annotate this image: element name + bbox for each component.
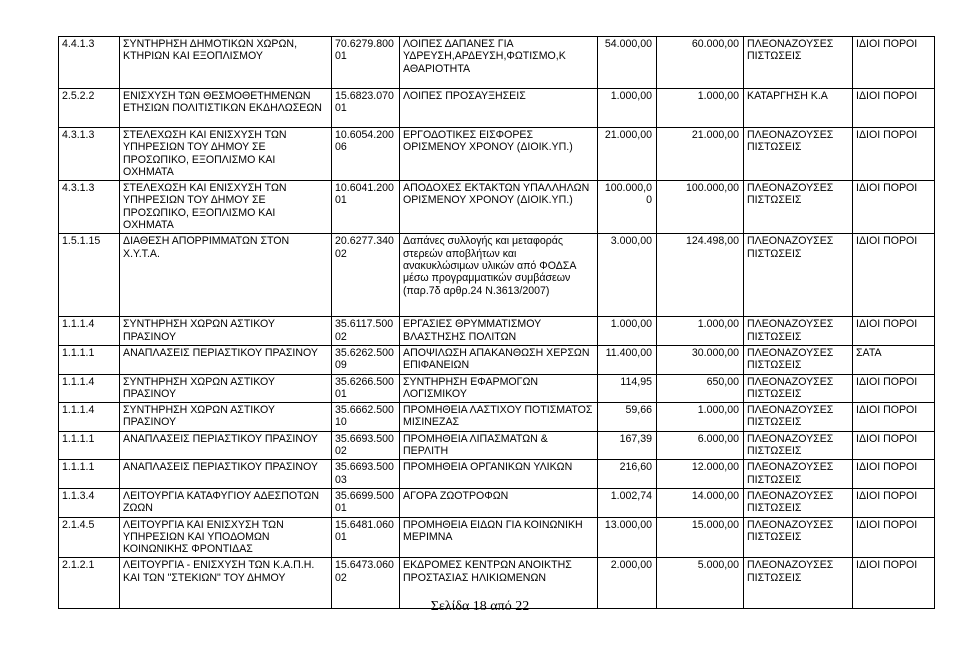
funding-source: ΠΛΕΟΝΑΖΟΥΣΕΣ ΠΙΣΤΩΣΕΙΣ — [744, 345, 853, 374]
kae-description: ΠΡΟΜΗΘΕΙΑ ΟΡΓΑΝΙΚΩΝ ΥΛΙΚΩΝ — [400, 460, 598, 489]
action-description: ΑΝΑΠΛΑΣΕΙΣ ΠΕΡΙΑΣΤΙΚΟΥ ΠΡΑΣΙΝΟΥ — [120, 431, 332, 460]
action-description: ΣΤΕΛΕΧΩΣΗ ΚΑΙ ΕΝΙΣΧΥΣΗ ΤΩΝ ΥΠΗΡΕΣΙΩΝ ΤΟΥ ΔΗΜΟΥ ΣΕ ΠΡΟΣΩΠΙΚΟ, ΕΞΟΠΛΙΣΜΟ ΚΑΙ ΟΧΗΜΑΤΑ — [120, 128, 332, 181]
funding-type: ΙΔΙΟΙ ΠΟΡΟΙ — [853, 317, 935, 346]
table-row — [59, 431, 935, 460]
table-row — [59, 317, 935, 346]
amount-total: 124.498,00 — [657, 234, 744, 317]
funding-type: ΙΔΙΟΙ ΠΟΡΟΙ — [853, 374, 935, 403]
table-row — [59, 403, 935, 432]
program-code: 4.3.1.3 — [59, 128, 120, 181]
amount-total: 30.000,00 — [657, 345, 744, 374]
table-row — [59, 460, 935, 489]
amount-available: 54.000,00 — [598, 37, 657, 89]
funding-type: ΣΑΤΑ — [853, 345, 935, 374]
amount-available: 21.000,00 — [598, 128, 657, 181]
amount-available: 11.400,00 — [598, 345, 657, 374]
amount-total: 1.000,00 — [657, 403, 744, 432]
program-code: 1.5.1.15 — [59, 234, 120, 317]
amount-available: 167,39 — [598, 431, 657, 460]
funding-source: ΠΛΕΟΝΑΖΟΥΣΕΣ ΠΙΣΤΩΣΕΙΣ — [744, 128, 853, 181]
action-description: ΣΥΝΤΗΡΗΣΗ ΧΩΡΩΝ ΑΣΤΙΚΟΥ ΠΡΑΣΙΝΟΥ — [120, 374, 332, 403]
funding-type: ΙΔΙΟΙ ΠΟΡΟΙ — [853, 128, 935, 181]
program-code: 4.3.1.3 — [59, 181, 120, 234]
amount-total: 15.000,00 — [657, 517, 744, 558]
program-code: 4.4.1.3 — [59, 37, 120, 89]
action-description: ΣΥΝΤΗΡΗΣΗ ΔΗΜΟΤΙΚΩΝ ΧΩΡΩΝ, ΚΤΗΡΙΩΝ ΚΑΙ ΕΞΟΠΛΙΣΜΟΥ — [120, 37, 332, 89]
amount-available: 114,95 — [598, 374, 657, 403]
kae-code: 15.6473.06002 — [332, 558, 400, 609]
kae-description: ΣΥΝΤΗΡΗΣΗ ΕΦΑΡΜΟΓΩΝ ΛΟΓΙΣΜΙΚΟΥ — [400, 374, 598, 403]
kae-code: 20.6277.34002 — [332, 234, 400, 317]
action-description: ΔΙΑΘΕΣΗ ΑΠΟΡΡΙΜΜΑΤΩΝ ΣΤΟΝ Χ.Υ.Τ.Α. — [120, 234, 332, 317]
amount-available: 1.002,74 — [598, 488, 657, 517]
action-description: ΕΝΙΣΧΥΣΗ ΤΩΝ ΘΕΣΜΟΘΕΤΗΜΕΝΩΝ ΕΤΗΣΙΩΝ ΠΟΛΙΤΙΣΤΙΚΩΝ ΕΚΔΗΛΩΣΕΩΝ — [120, 89, 332, 128]
program-code: 1.1.1.1 — [59, 345, 120, 374]
kae-code: 35.6693.50002 — [332, 431, 400, 460]
kae-code: 15.6823.07001 — [332, 89, 400, 128]
funding-source: ΠΛΕΟΝΑΖΟΥΣΕΣ ΠΙΣΤΩΣΕΙΣ — [744, 431, 853, 460]
amount-total: 650,00 — [657, 374, 744, 403]
funding-source: ΠΛΕΟΝΑΖΟΥΣΕΣ ΠΙΣΤΩΣΕΙΣ — [744, 37, 853, 89]
kae-description: ΕΡΓΟΔΟΤΙΚΕΣ ΕΙΣΦΟΡΕΣ ΟΡΙΣΜΕΝΟΥ ΧΡΟΝΟΥ (ΔΙΟΙΚ.ΥΠ.) — [400, 128, 598, 181]
amount-total: 1.000,00 — [657, 317, 744, 346]
funding-source: ΠΛΕΟΝΑΖΟΥΣΕΣ ΠΙΣΤΩΣΕΙΣ — [744, 234, 853, 317]
funding-type: ΙΔΙΟΙ ΠΟΡΟΙ — [853, 37, 935, 89]
table-row — [59, 234, 935, 317]
kae-description: ΕΚΔΡΟΜΕΣ ΚΕΝΤΡΩΝ ΑΝΟΙΚΤΗΣ ΠΡΟΣΤΑΣΙΑΣ ΗΛΙΚΙΩΜΕΝΩΝ — [400, 558, 598, 609]
kae-description: ΠΡΟΜΗΘΕΙΑ ΛΙΠΑΣΜΑΤΩΝ & ΠΕΡΛΙΤΗ — [400, 431, 598, 460]
budget-table — [58, 36, 935, 609]
kae-description: ΑΓΟΡΑ ΖΩΟΤΡΟΦΩΝ — [400, 488, 598, 517]
amount-available: 216,60 — [598, 460, 657, 489]
funding-source: ΠΛΕΟΝΑΖΟΥΣΕΣ ΠΙΣΤΩΣΕΙΣ — [744, 517, 853, 558]
funding-source: ΚΑΤΑΡΓΗΣΗ Κ.Α — [744, 89, 853, 128]
funding-source: ΠΛΕΟΝΑΖΟΥΣΕΣ ΠΙΣΤΩΣΕΙΣ — [744, 317, 853, 346]
table-row — [59, 181, 935, 234]
table-row — [59, 345, 935, 374]
amount-available: 2.000,00 — [598, 558, 657, 609]
funding-source: ΠΛΕΟΝΑΖΟΥΣΕΣ ΠΙΣΤΩΣΕΙΣ — [744, 403, 853, 432]
funding-type: ΙΔΙΟΙ ΠΟΡΟΙ — [853, 460, 935, 489]
funding-source: ΠΛΕΟΝΑΖΟΥΣΕΣ ΠΙΣΤΩΣΕΙΣ — [744, 460, 853, 489]
kae-code: 35.6266.50001 — [332, 374, 400, 403]
amount-total: 1.000,00 — [657, 89, 744, 128]
kae-description: ΑΠΟΔΟΧΕΣ ΕΚΤΑΚΤΩΝ ΥΠΑΛΛΗΛΩΝ ΟΡΙΣΜΕΝΟΥ ΧΡΟΝΟΥ (ΔΙΟΙΚ.ΥΠ.) — [400, 181, 598, 234]
funding-type: ΙΔΙΟΙ ΠΟΡΟΙ — [853, 431, 935, 460]
action-description: ΛΕΙΤΟΥΡΓΙΑ ΚΑΤΑΦΥΓΙΟΥ ΑΔΕΣΠΟΤΩΝ ΖΩΩΝ — [120, 488, 332, 517]
funding-source: ΠΛΕΟΝΑΖΟΥΣΕΣ ΠΙΣΤΩΣΕΙΣ — [744, 181, 853, 234]
kae-description: ΛΟΙΠΕΣ ΔΑΠΑΝΕΣ ΓΙΑ ΥΔΡΕΥΣΗ,ΑΡΔΕΥΣΗ,ΦΩΤΙΣΜΟ,Κ ΑΘΑΡΙΟΤΗΤΑ — [400, 37, 598, 89]
kae-code: 10.6041.20001 — [332, 181, 400, 234]
amount-available: 13.000,00 — [598, 517, 657, 558]
kae-description: ΠΡΟΜΗΘΕΙΑ ΕΙΔΩΝ ΓΙΑ ΚΟΙΝΩΝΙΚΗ ΜΕΡΙΜΝΑ — [400, 517, 598, 558]
amount-available: 59,66 — [598, 403, 657, 432]
table-row — [59, 128, 935, 181]
funding-type: ΙΔΙΟΙ ΠΟΡΟΙ — [853, 558, 935, 609]
kae-description: ΑΠΟΨΙΛΩΣΗ ΑΠΑΚΑΝΘΩΣΗ ΧΕΡΣΩΝ ΕΠΙΦΑΝΕΙΩΝ — [400, 345, 598, 374]
action-description: ΑΝΑΠΛΑΣΕΙΣ ΠΕΡΙΑΣΤΙΚΟΥ ΠΡΑΣΙΝΟΥ — [120, 345, 332, 374]
funding-type: ΙΔΙΟΙ ΠΟΡΟΙ — [853, 403, 935, 432]
action-description: ΣΥΝΤΗΡΗΣΗ ΧΩΡΩΝ ΑΣΤΙΚΟΥ ΠΡΑΣΙΝΟΥ — [120, 317, 332, 346]
funding-source: ΠΛΕΟΝΑΖΟΥΣΕΣ ΠΙΣΤΩΣΕΙΣ — [744, 374, 853, 403]
kae-code: 70.6279.80001 — [332, 37, 400, 89]
program-code: 1.1.3.4 — [59, 488, 120, 517]
action-description: ΣΥΝΤΗΡΗΣΗ ΧΩΡΩΝ ΑΣΤΙΚΟΥ ΠΡΑΣΙΝΟΥ — [120, 403, 332, 432]
funding-type: ΙΔΙΟΙ ΠΟΡΟΙ — [853, 517, 935, 558]
kae-code: 35.6699.50001 — [332, 488, 400, 517]
amount-total: 100.000,00 — [657, 181, 744, 234]
amount-total: 21.000,00 — [657, 128, 744, 181]
table-row — [59, 37, 935, 89]
funding-type: ΙΔΙΟΙ ΠΟΡΟΙ — [853, 181, 935, 234]
action-description: ΛΕΙΤΟΥΡΓΙΑ ΚΑΙ ΕΝΙΣΧΥΣΗ ΤΩΝ ΥΠΗΡΕΣΙΩΝ ΚΑΙ ΥΠΟΔΟΜΩΝ ΚΟΙΝΩΝΙΚΗΣ ΦΡΟΝΤΙΔΑΣ — [120, 517, 332, 558]
program-code: 1.1.1.1 — [59, 460, 120, 489]
kae-description: Δαπάνες συλλογής και μεταφοράς στερεών αποβλήτων και ανακυκλώσιμων υλικών από ΦΟΔΣΑ μέσω προγραμματικών συμβάσεων (παρ.7δ αρθρ.24 Ν.3613/2007) — [400, 234, 598, 317]
program-code: 1.1.1.1 — [59, 431, 120, 460]
amount-total: 60.000,00 — [657, 37, 744, 89]
funding-source: ΠΛΕΟΝΑΖΟΥΣΕΣ ΠΙΣΤΩΣΕΙΣ — [744, 488, 853, 517]
amount-total: 6.000,00 — [657, 431, 744, 460]
page-number: Σελίδα 18 από 22 — [430, 599, 530, 614]
action-description: ΣΤΕΛΕΧΩΣΗ ΚΑΙ ΕΝΙΣΧΥΣΗ ΤΩΝ ΥΠΗΡΕΣΙΩΝ ΤΟΥ ΔΗΜΟΥ ΣΕ ΠΡΟΣΩΠΙΚΟ, ΕΞΟΠΛΙΣΜΟ ΚΑΙ ΟΧΗΜΑΤΑ — [120, 181, 332, 234]
table-row — [59, 374, 935, 403]
program-code: 2.1.2.1 — [59, 558, 120, 609]
table-row — [59, 517, 935, 558]
kae-description: ΕΡΓΑΣΙΕΣ ΘΡΥΜΜΑΤΙΣΜΟΥ ΒΛΑΣΤΗΣΗΣ ΠΟΛΙΤΩΝ — [400, 317, 598, 346]
kae-code: 35.6662.50010 — [332, 403, 400, 432]
amount-total: 12.000,00 — [657, 460, 744, 489]
amount-total: 5.000,00 — [657, 558, 744, 609]
program-code: 2.5.2.2 — [59, 89, 120, 128]
kae-code: 35.6117.50002 — [332, 317, 400, 346]
action-description: ΛΕΙΤΟΥΡΓΙΑ - ΕΝΙΣΧΥΣΗ ΤΩΝ Κ.Α.Π.Η. ΚΑΙ ΤΩΝ "ΣΤΕΚΙΩΝ" ΤΟΥ ΔΗΜΟΥ — [120, 558, 332, 609]
program-code: 1.1.1.4 — [59, 374, 120, 403]
program-code: 1.1.1.4 — [59, 317, 120, 346]
program-code: 1.1.1.4 — [59, 403, 120, 432]
funding-type: ΙΔΙΟΙ ΠΟΡΟΙ — [853, 234, 935, 317]
table-row — [59, 488, 935, 517]
funding-type: ΙΔΙΟΙ ΠΟΡΟΙ — [853, 89, 935, 128]
action-description: ΑΝΑΠΛΑΣΕΙΣ ΠΕΡΙΑΣΤΙΚΟΥ ΠΡΑΣΙΝΟΥ — [120, 460, 332, 489]
amount-available: 100.000,0 0 — [598, 181, 657, 234]
kae-description: ΛΟΙΠΕΣ ΠΡΟΣΑΥΞΗΣΕΙΣ — [400, 89, 598, 128]
amount-available: 3.000,00 — [598, 234, 657, 317]
kae-code: 35.6693.50003 — [332, 460, 400, 489]
kae-code: 10.6054.20006 — [332, 128, 400, 181]
kae-code: 15.6481.06001 — [332, 517, 400, 558]
amount-available: 1.000,00 — [598, 89, 657, 128]
funding-source: ΠΛΕΟΝΑΖΟΥΣΕΣ ΠΙΣΤΩΣΕΙΣ — [744, 558, 853, 609]
kae-code: 35.6262.50009 — [332, 345, 400, 374]
program-code: 2.1.4.5 — [59, 517, 120, 558]
kae-description: ΠΡΟΜΗΘΕΙΑ ΛΑΣΤΙΧΟΥ ΠΟΤΙΣΜΑΤΟΣ ΜΙΣΙΝΕΖΑΣ — [400, 403, 598, 432]
table-row — [59, 89, 935, 128]
amount-total: 14.000,00 — [657, 488, 744, 517]
funding-type: ΙΔΙΟΙ ΠΟΡΟΙ — [853, 488, 935, 517]
amount-available: 1.000,00 — [598, 317, 657, 346]
